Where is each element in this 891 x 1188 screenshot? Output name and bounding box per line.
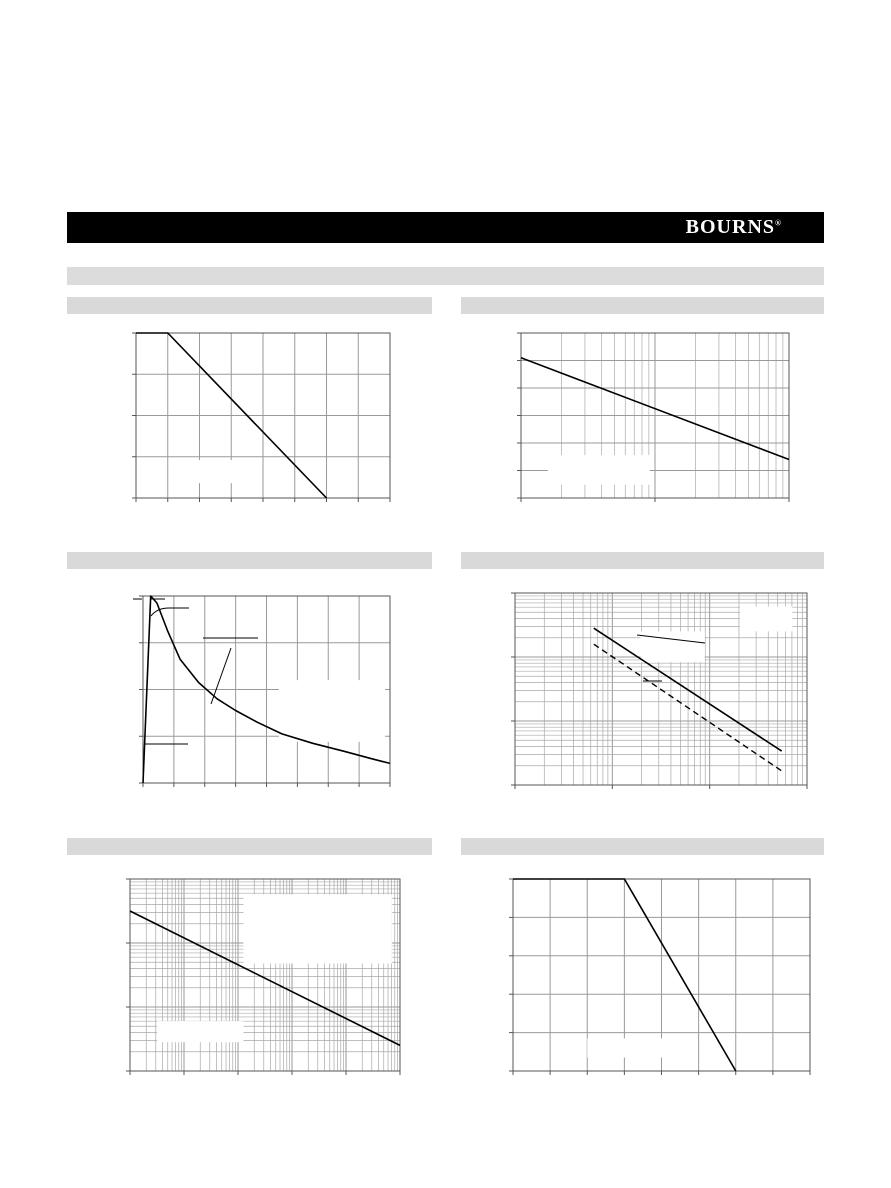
chart6 [508,874,818,1076]
chart2-title-bar [461,297,824,314]
arrow-annotation [151,608,189,616]
bourns-logo: BOURNS® [685,216,782,238]
arrow-annotation [211,648,231,704]
chart2 [515,328,795,508]
legend-box [548,455,650,485]
legend-box [587,1038,676,1057]
chart5-title-bar [67,838,432,855]
legend-box [641,631,705,662]
chart4 [510,588,810,790]
chart1-title-bar [67,297,432,314]
chart1 [130,328,395,508]
section-title-bar [67,267,824,285]
chart4-title-bar [461,552,824,569]
legend-box [279,680,385,742]
legend-box [177,460,246,483]
legend-box [243,894,392,963]
legend-box [740,606,793,631]
brand-header-bar [67,212,824,243]
chart3-title-bar [67,552,432,569]
chart6-title-bar [461,838,824,855]
legend-box [157,1021,243,1042]
chart5 [125,874,405,1076]
chart3 [125,588,395,790]
